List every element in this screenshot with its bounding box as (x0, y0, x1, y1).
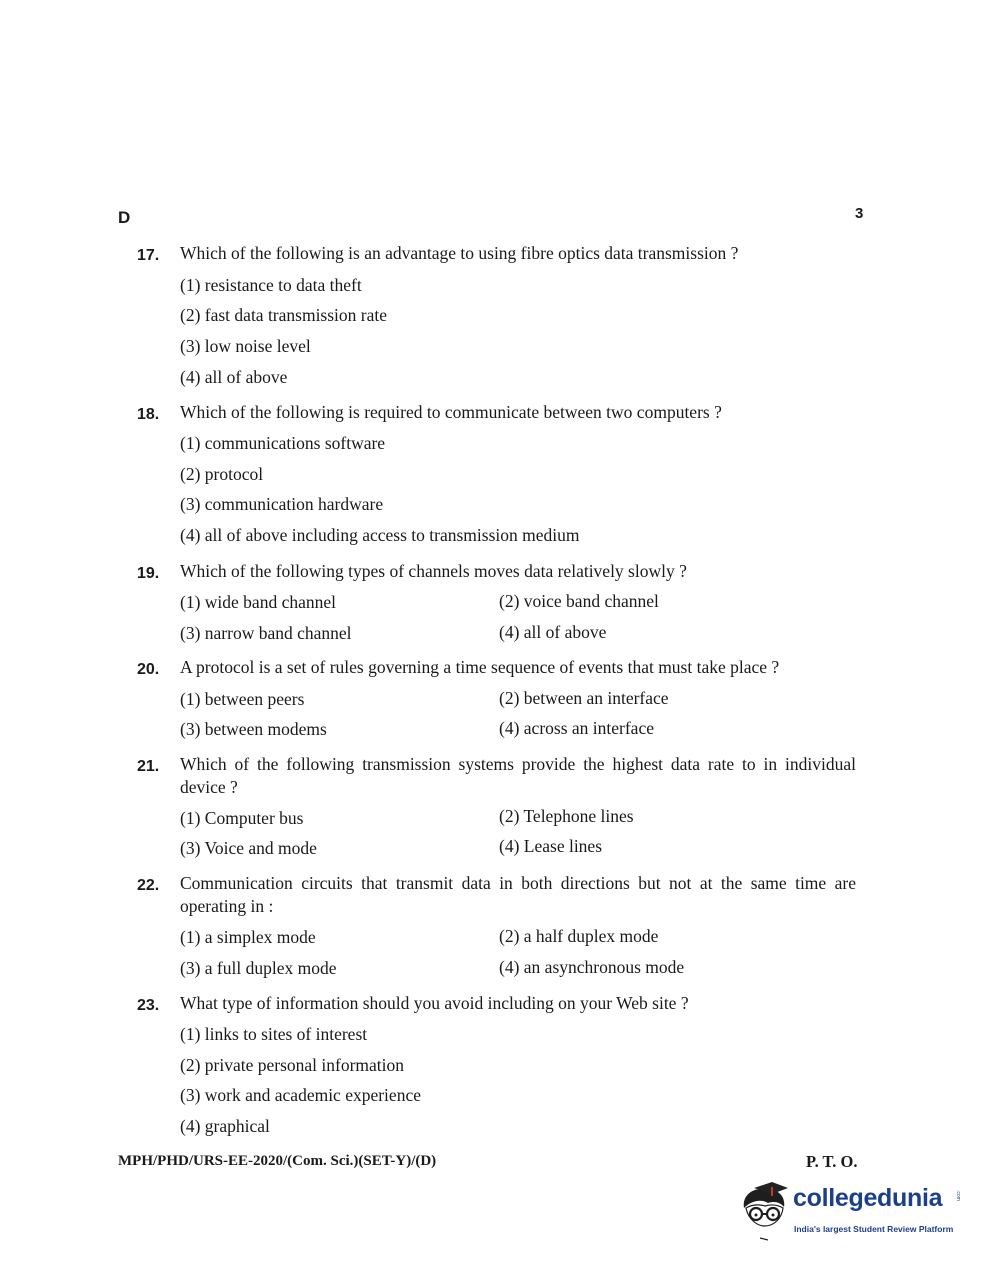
question-number: 20. (137, 661, 160, 678)
option: (3) Voice and mode (180, 838, 317, 858)
option: (2) between an interface (499, 688, 669, 708)
question-number: 18. (137, 406, 160, 423)
question-text: A protocol is a set of rules governing a time sequence of events that must take place ? (180, 657, 780, 677)
option: (3) narrow band channel (180, 623, 352, 643)
option: (1) a simplex mode (180, 927, 316, 947)
option: (2) protocol (180, 464, 264, 484)
page-number: 3 (855, 205, 864, 222)
option: (2) private personal information (180, 1055, 405, 1075)
option: (2) Telephone lines (499, 806, 634, 826)
option: (1) communications software (180, 433, 386, 453)
question-number: 17. (137, 247, 160, 264)
option: (3) between modems (180, 719, 327, 739)
option: (4) an asynchronous mode (499, 957, 685, 977)
brand-domain: .com (955, 1190, 961, 1201)
question-text: Which of the following transmission systems provide the highest data rate to in individual device ? (180, 754, 856, 797)
question-text: What type of information should you avoid including on your Web site ? (180, 993, 689, 1013)
question-text: Which of the following is an advantage to using fibre optics data transmission ? (180, 243, 739, 263)
paper-code: MPH/PHD/URS-EE-2020/(Com. Sci.)(SET-Y)/(D) (118, 1153, 437, 1169)
option: (4) all of above (499, 622, 607, 642)
option: (3) low noise level (180, 336, 311, 356)
option: (2) voice band channel (499, 591, 659, 611)
pto-label: P. T. O. (806, 1152, 858, 1171)
option: (4) across an interface (499, 718, 654, 738)
question-text: Communication circuits that transmit data in both directions but not at the same time are operating in : (180, 873, 856, 916)
question-number: 22. (137, 877, 160, 894)
option: (1) between peers (180, 689, 305, 709)
option: (3) work and academic experience (180, 1085, 421, 1105)
option: (3) a full duplex mode (180, 958, 337, 978)
question-text: Which of the following types of channels moves data relatively slowly ? (180, 561, 687, 581)
option: (1) links to sites of interest (180, 1024, 368, 1044)
option: (2) fast data transmission rate (180, 305, 388, 325)
brand-tagline: India's largest Student Review Platform (794, 1224, 954, 1234)
option: (4) all of above (180, 367, 288, 387)
set-code: D (118, 208, 131, 227)
mascot-icon (738, 1182, 794, 1242)
question-number: 21. (137, 758, 160, 775)
option: (1) wide band channel (180, 592, 336, 612)
option: (4) Lease lines (499, 836, 603, 856)
option: (4) all of above including access to transmission medium (180, 525, 580, 545)
brand-name: collegedunia (793, 1184, 943, 1212)
option: (2) a half duplex mode (499, 926, 659, 946)
question-number: 19. (137, 565, 160, 582)
question-text: Which of the following is required to communicate between two computers ? (180, 402, 722, 422)
option: (1) Computer bus (180, 808, 304, 828)
collegedunia-watermark (738, 1182, 963, 1242)
option: (4) graphical (180, 1116, 270, 1136)
option: (3) communication hardware (180, 494, 384, 514)
option: (1) resistance to data theft (180, 275, 362, 295)
question-number: 23. (137, 997, 160, 1014)
